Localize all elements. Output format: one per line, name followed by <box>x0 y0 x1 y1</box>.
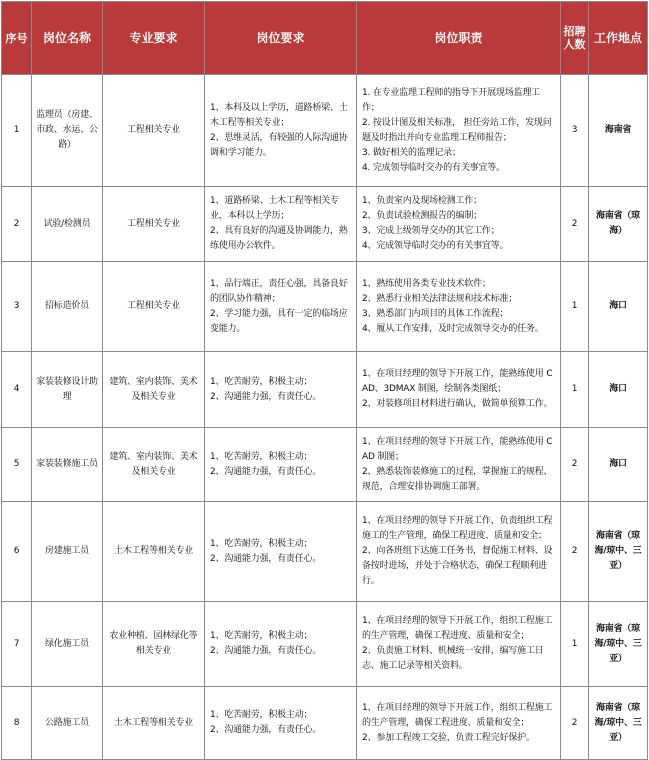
table-row <box>2 428 648 502</box>
row-title: 公路施工员 <box>32 687 103 760</box>
duty-line: 2、负责试验检测报告的编制； <box>362 211 482 221</box>
header-location: 工作地点 <box>589 2 648 75</box>
row-count: 3 <box>561 75 589 187</box>
recruitment-table <box>1 1 648 760</box>
row-requirements <box>205 502 357 602</box>
row-duties <box>357 502 561 602</box>
row-duties <box>357 75 561 187</box>
requirement-line: 1、道路桥梁、土木工程等相关专业，本科以上学历； <box>210 196 339 221</box>
header-row <box>2 2 648 75</box>
duty-line: 1、熟练使用各类专业技术软件； <box>362 278 491 289</box>
duty-line: 2、负责施工材料、机械统一安排，编写施工日志、施工记录等相关资料。 <box>362 646 544 671</box>
row-major: 土木工程等相关专业 <box>103 687 205 760</box>
row-major: 农业种植、园林绿化等相关专业 <box>103 602 205 687</box>
row-duties <box>357 687 561 760</box>
row-major: 工程相关专业 <box>103 75 205 187</box>
row-count: 2 <box>561 187 589 262</box>
duty-line: 1、在项目经理的领导下开展工作，负责组织工程施工的生产管理，确保工程进度、质量和安全； <box>362 516 553 541</box>
duty-line: 1、在项目经理的领导下开展工作，能熟练使用 CAD 制图； <box>362 436 553 462</box>
table-row <box>2 75 648 187</box>
row-seq: 7 <box>2 602 32 687</box>
row-duties <box>357 187 561 262</box>
row-count: 1 <box>561 352 589 428</box>
duty-line: 2、对装修项目材料进行确认，做简单预算工作。 <box>362 399 553 409</box>
row-seq: 4 <box>2 352 32 428</box>
duty-line: 4. 完成领导临时交办的有关事宜等。 <box>362 162 505 173</box>
table-row <box>2 502 648 602</box>
row-duties <box>357 352 561 428</box>
row-location: 海口 <box>589 262 648 352</box>
row-title: 试验/检测员 <box>32 187 103 262</box>
row-major: 工程相关专业 <box>103 187 205 262</box>
row-major: 建筑、室内装饰、美术及相关专业 <box>103 352 205 428</box>
row-title: 家装装修设计助理 <box>32 352 103 428</box>
row-title: 绿化施工员 <box>32 602 103 687</box>
header-count: 招聘人数 <box>561 2 589 75</box>
duty-line: 4、完成领导临时交办的有关事宜等。 <box>362 241 509 251</box>
requirement-line: 2、学习能力强，具有一定的临场应变能力。 <box>210 308 348 334</box>
duty-line: 1、在项目经理的领导下开展工作，能熟练使用 CAD、3DMAX 制图，绘制各类图纸； <box>362 369 553 394</box>
duty-line: 1. 在专业监理工程师的指导下开展现场监理工作； <box>362 87 541 113</box>
requirement-line: 1、品行端正，责任心强，具备良好的团队协作精神； <box>210 278 348 304</box>
row-count: 1 <box>561 602 589 687</box>
row-location: 海南省（琼海） <box>589 187 648 262</box>
row-location: 海南省（琼海/琼中、三亚） <box>589 602 648 687</box>
row-seq: 2 <box>2 187 32 262</box>
row-title: 监理员（房建、市政、水运、公路） <box>32 75 103 187</box>
duty-line: 1、负责室内及现场检测工作； <box>362 196 482 206</box>
row-requirements <box>205 187 357 262</box>
duty-line: 3、熟悉部门内项目的具体工作流程； <box>362 308 509 319</box>
requirement-line: 1、吃苦耐劳，积极主动； <box>210 538 313 549</box>
duty-line: 2、参加工程竣工交验，负责工程完好保护。 <box>362 732 535 743</box>
row-requirements <box>205 75 357 187</box>
requirement-line: 1、吃苦耐劳，积极主动； <box>210 631 313 641</box>
requirement-line: 1、吃苦耐劳，积极主动； <box>210 710 313 720</box>
row-major: 工程相关专业 <box>103 262 205 352</box>
duty-line: 1、在项目经理的领导下开展工作，组织工程施工的生产管理，确保工程进度、质量和安全； <box>362 702 553 728</box>
requirement-line: 2、沟通能力强，有责任心。 <box>210 466 322 477</box>
requirement-line: 2、沟通能力强，有责任心。 <box>210 553 322 564</box>
row-location: 海南省（琼海/琼中、三亚） <box>589 502 648 602</box>
row-requirements <box>205 352 357 428</box>
row-seq: 6 <box>2 502 32 602</box>
row-location: 海南省（琼海/琼中、三亚） <box>589 687 648 760</box>
header-requirements: 岗位要求 <box>205 2 357 75</box>
row-duties <box>357 428 561 502</box>
row-title: 招标造价员 <box>32 262 103 352</box>
table-row <box>2 352 648 428</box>
row-seq: 1 <box>2 75 32 187</box>
duty-line: 4、履从工作安排，及时完成领导交办的任务。 <box>362 323 544 334</box>
row-location: 海口 <box>589 428 648 502</box>
table-row <box>2 687 648 760</box>
row-requirements <box>205 687 357 760</box>
table-row <box>2 262 648 352</box>
duty-line: 2、向各班组下达施工任务书，督促施工材料、设备按时进场，并处于合格状态，确保工程顺利进行。 <box>362 546 553 586</box>
duty-line: 2. 按设计图及相关标准， 担任旁站工作，发现问题及时指出并向专业监理工程师报告； <box>362 117 552 143</box>
row-major: 土木工程等相关专业 <box>103 502 205 602</box>
duty-line: 2、熟悉装饰装修施工的过程，掌握施工的规程、规范，合理安排协调施工部署。 <box>362 466 553 492</box>
row-location: 海南省 <box>589 75 648 187</box>
requirement-line: 2、思维灵活，有较强的人际沟通协调和学习能力。 <box>210 132 348 158</box>
duty-line: 1、在项目经理的领导下开展工作，组织工程施工的生产管理，确保工程进度、质量和安全； <box>362 616 553 641</box>
row-count: 2 <box>561 428 589 502</box>
requirement-line: 2、具有良好的沟通及协调能力，熟练使用办公软件。 <box>210 226 348 251</box>
row-seq: 5 <box>2 428 32 502</box>
row-seq: 8 <box>2 687 32 760</box>
row-requirements <box>205 262 357 352</box>
row-count: 2 <box>561 502 589 602</box>
duty-line: 3. 做好相关的监理记录； <box>362 147 461 158</box>
duty-line: 3、完成上级领导交办的其它工作； <box>362 226 500 236</box>
requirement-line: 2、沟通能力强，有责任心。 <box>210 725 322 735</box>
row-requirements <box>205 428 357 502</box>
row-count: 1 <box>561 262 589 352</box>
requirement-line: 1、吃苦耐劳，积极主动； <box>210 376 313 387</box>
requirement-line: 1、吃苦耐劳，积极主动； <box>210 451 313 462</box>
row-requirements <box>205 602 357 687</box>
row-count: 2 <box>561 687 589 760</box>
row-title: 房建施工员 <box>32 502 103 602</box>
row-location: 海口 <box>589 352 648 428</box>
header-major: 专业要求 <box>103 2 205 75</box>
requirement-line: 1、本科及以上学历，道路桥梁、土木工程等相关专业； <box>210 102 348 128</box>
row-duties <box>357 602 561 687</box>
table-row <box>2 602 648 687</box>
header-seq: 序号 <box>2 2 32 75</box>
header-title: 岗位名称 <box>32 2 103 75</box>
row-title: 家装装修施工员 <box>32 428 103 502</box>
row-major: 建筑、室内装饰、美术及相关专业 <box>103 428 205 502</box>
requirement-line: 2、沟通能力强，有责任心。 <box>210 646 322 656</box>
row-seq: 3 <box>2 262 32 352</box>
requirement-line: 2、沟通能力强，有责任心。 <box>210 391 322 402</box>
header-duties: 岗位职责 <box>357 2 561 75</box>
row-duties <box>357 262 561 352</box>
duty-line: 2、熟悉行业相关法律法规和技术标准； <box>362 293 518 304</box>
table-row <box>2 187 648 262</box>
